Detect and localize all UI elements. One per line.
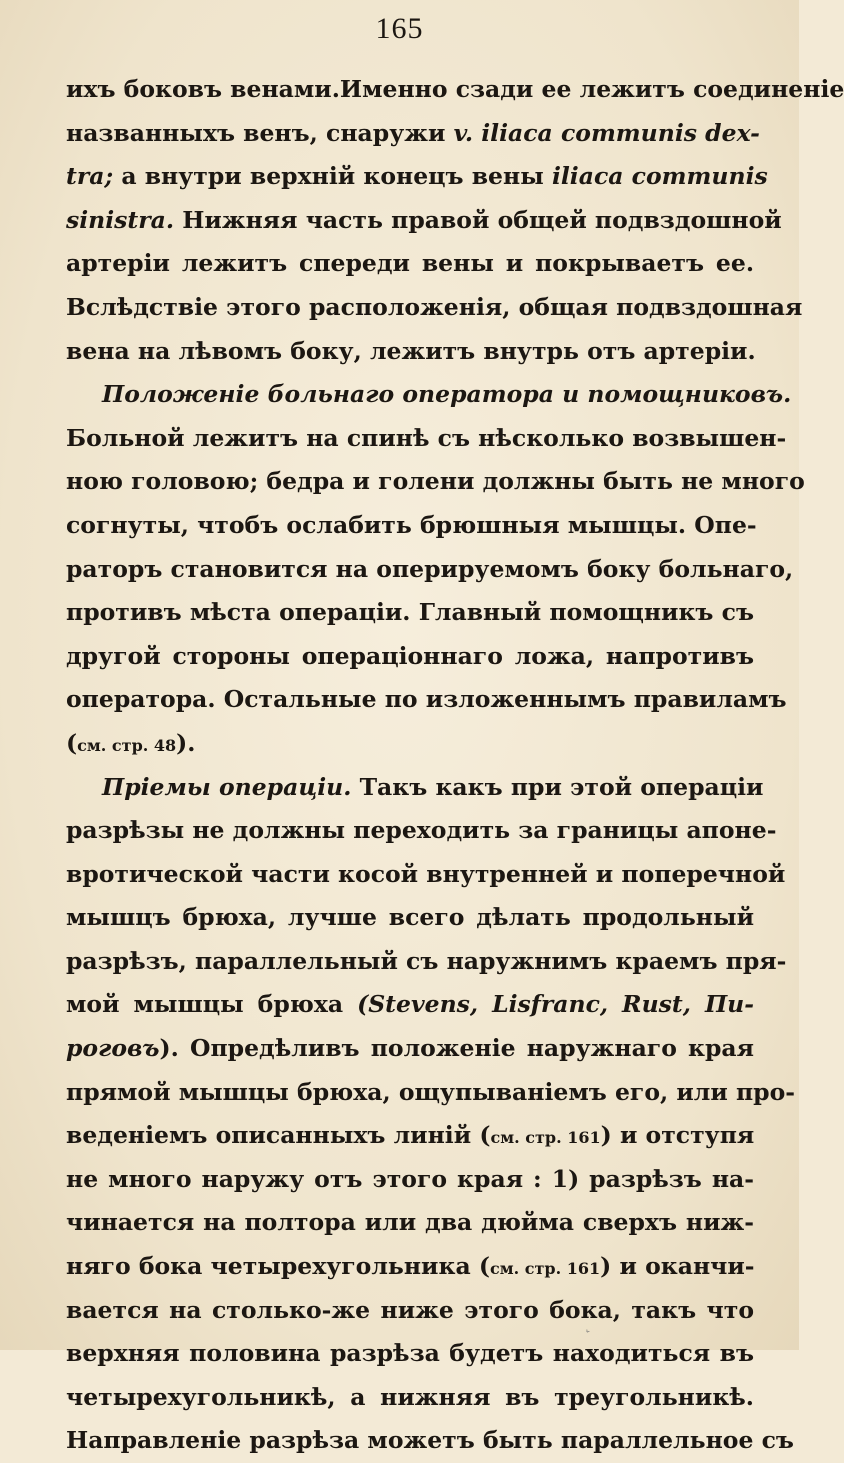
text-line [66,678,787,722]
text-run: ). [176,728,196,757]
text-line [66,112,760,156]
text-run: не много наружу отъ этого края : 1) разрѣзъ на- [66,1164,754,1193]
text-run: мышцъ брюха, лучше всего дѣлать продольный [66,903,754,932]
text-line [66,1158,754,1202]
text-line [66,635,754,679]
text-line [66,1027,754,1071]
text-line [66,504,757,548]
text-line [66,591,754,635]
text-line [66,1245,754,1289]
text-run: согнуты, чтобъ ослабить брюшныя мышцы. Опе- [66,510,757,539]
italic-text-run: v. iliaca communis dex- [453,118,760,147]
text-run: ихъ боковъ венами.Именно сзади ее лежитъ соединенiе [66,75,844,103]
text-run: ). Опредѣливъ положенiе наружнаго края [159,1034,754,1063]
text-run: а внутри верхнiй конецъ вены [113,162,552,191]
text-line [66,983,754,1027]
text-run: Такъ какъ при этой операцiи [351,772,764,801]
text-line [66,809,777,853]
page-reference: см. стр. 161 [490,1128,601,1148]
text-line [66,373,792,417]
text-line [66,1114,754,1158]
stray-mark: ˇ [578,1327,592,1343]
text-line [66,940,787,984]
text-line [66,155,768,199]
text-line [66,460,805,504]
text-run: Вслѣдствiе этого расположенiя, общая подвздошная [66,292,803,321]
text-run: ( [66,728,78,757]
text-run: вается на столько-же ниже этого бока, такъ что [66,1295,754,1324]
text-line [66,417,787,461]
text-run: вротической части косой внутренней и поперечной [66,859,786,888]
text-run: ) и отступя [600,1121,755,1150]
text-run: няго бока четырехугольника ( [66,1252,490,1281]
text-line [66,68,844,112]
text-run: верхняя половина разрѣза будетъ находиться въ [66,1339,754,1368]
text-line [66,548,794,592]
text-line [66,1201,754,1245]
text-line [66,853,786,897]
italic-text-run: iliaca communis [551,162,768,191]
text-run: вена на лѣвомъ боку, лежитъ внутрь отъ артерiи. [66,336,756,365]
text-run: чинается на полтора или два дюйма сверхъ ниж- [66,1208,754,1237]
text-line [66,330,754,374]
text-run: ною головою; бедра и голени должны быть не много [66,467,805,496]
text-line [66,766,764,810]
text-run: Больной лежитъ на спинѣ съ нѣсколько возвышен- [66,423,787,452]
italic-text-run: tra; [66,162,114,191]
text-run: оператора. Остальные по изложеннымъ правиламъ [66,685,787,714]
italic-text-run: Положенiе больнаго оператора и помощниковъ. [102,380,792,409]
text-line [66,242,754,286]
text-line [66,1376,754,1420]
page-reference: см. стр. 161 [489,1259,601,1279]
text-run: разрѣзы не должны переходить за границы апоне- [66,816,777,845]
text-line [66,286,803,330]
text-line [66,896,754,940]
italic-text-run: роговъ [66,1034,160,1063]
text-run: веденiемъ описанныхъ линiй ( [66,1121,491,1150]
text-run: мой мышцы брюха [66,990,358,1019]
text-line [66,1071,796,1115]
text-line [66,722,754,766]
text-run: Нижняя часть правой общей подвздошной [174,205,782,234]
text-run: четырехугольникѣ, а нижняя въ треугольникѣ. [66,1382,754,1411]
text-run: разрѣзъ, параллельный съ наружнимъ краемъ пря- [66,946,787,975]
text-run: Направленiе разрѣза можетъ быть параллельное съ [66,1426,794,1455]
text-run: прямой мышцы брюха, ощупыванiемъ его, или про- [66,1077,796,1106]
italic-text-run: (Stevens, Lisfranc, Rust, Пи- [357,990,754,1019]
text-run: артерiи лежитъ спереди вены и покрываетъ ее. [66,249,754,278]
text-line [66,199,782,243]
page-reference: см. стр. 48 [77,735,177,755]
text-run: раторъ становится на оперируемомъ боку больнаго, [66,554,794,583]
text-line [66,1289,754,1333]
text-run: ) и оканчи- [600,1252,755,1281]
text-run: другой стороны операцiоннаго ложа, напротивъ [66,641,754,670]
text-line [66,1419,794,1463]
italic-text-run: sinistra. [66,205,175,234]
italic-text-run: Прiемы операцiи. [102,772,352,801]
text-line [66,1332,754,1376]
body-text [66,68,844,1463]
text-run: противъ мѣста операцiи. Главный помощникъ съ [66,598,754,627]
page-number: 165 [375,12,424,45]
text-run: названныхъ венъ, снаружи [66,118,454,147]
